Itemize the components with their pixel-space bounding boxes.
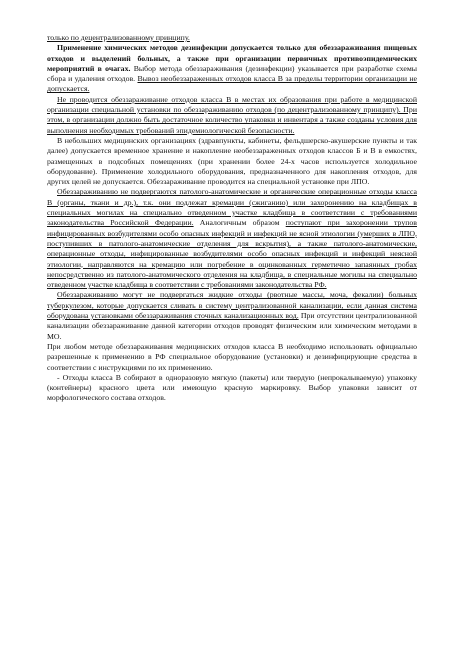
paragraph-1 — [47, 43, 417, 94]
paragraph-4-underlined-2: поступают при захоронении трупов инфицированных возбудителями особо опасных инфекций и инфекций не ясной этиологии (умерших в ЛПО, поступивших в патолого-анатомические отделения для вскрытия), а также патолого-анатомические, операционные отходы, инфицированные возбудителями особо опасных инфекций и инфекций неясной этиологии, направляются на кремацию или погребение в оцинкованных герметично запаянных гробах непосредственно из патолого-анатомического отделения на кладбища, в специальные могилы на специально отведенном участке кладбища в соответствии с требованиями законодательства РФ. — [47, 218, 417, 290]
paragraph-6: При любом методе обеззараживания медицинских отходов класса В необходимо использовать официально разрешенные к применению в РФ специальное оборудование (установки) и дезинфицирующие средства в соответствии с инструкциями по их применению. — [47, 341, 417, 372]
paragraph-1-bold: Применение химических методов дезинфекции допускается только для обеззараживания пищевых отходов и выделений больных, а также при организации первичных противоэпидемических мероприятий в очагах. — [47, 43, 417, 73]
paragraph-1-underlined: Вывоз необеззараженных отходов класса В за пределы территории организации не допускается. — [47, 74, 417, 94]
paragraph-5-text: При отсутствии централизованной канализации обеззараживание данной категории отходов проводят физическим или химическим методами в МО. — [47, 311, 417, 341]
paragraph-5-underlined: Обеззараживанию могут не подвергаться жидкие отходы (рвотные массы, моча, фекалии) больных туберкулезом, которые допускается сливать в систему централизованной канализации, если данная система оборудована установками обеззараживания сточных канализационных вод. — [47, 290, 417, 321]
paragraph-2: Не проводится обеззараживание отходов класса В в местах их образования при работе в медицинской организации специальной установки по обеззараживанию отходов (по децентрализованному принципу). При этом, в организации должно быть достаточное количество упаковки и инвентаря а также созданы условия для выполнения необходимых требований эпидемиологической безопасности. — [47, 94, 417, 135]
paragraph-4-underlined-1: Обеззараживанию не подвергаются патолого-анатомические и органические операционные отходы класса В (органы, ткани и др.), т.к. они подлежат кремации (сжиганию) или захоронению на кладбищах в специальных могилах на специально отведенном участке кладбища в соответствии с требованиями законодательства Российской Федерации. — [47, 187, 417, 228]
document-text — [47, 33, 417, 404]
paragraph-4 — [47, 187, 417, 290]
paragraph-7: - Отходы класса В собирают в одноразовую мягкую (пакеты) или твердую (непрокалываемую) упаковку (контейнеры) красного цвета или имеющую красную маркировку. Выбор упаковки зависит от морфологического состава отходов. — [47, 372, 417, 403]
paragraph-0: только по децентрализованному принципу. — [47, 33, 190, 42]
paragraph-4-text: Аналогичным образом — [193, 218, 286, 228]
paragraph-5 — [47, 290, 417, 341]
paragraph-3: В небольших медицинских организациях (здравпункты, кабинеты, фельдшерско-акушерские пункты и так далее) допускается временное хранение и накопление необеззараженных отходов классов Б и В в емкостях, размещенных в подсобных помещениях (при хранении более 24-х часов используется холодильное оборудование). Применение холодильного оборудования, предназначенного для накопления отходов, для других целей не допускается. Обеззараживание проводится на специальной установке при ЛПО. — [47, 135, 417, 187]
paragraph-1-text: Выбор метода обеззараживания (дезинфекции) указывается при разработке схемы сбора и удаления отходов. — [47, 63, 417, 84]
